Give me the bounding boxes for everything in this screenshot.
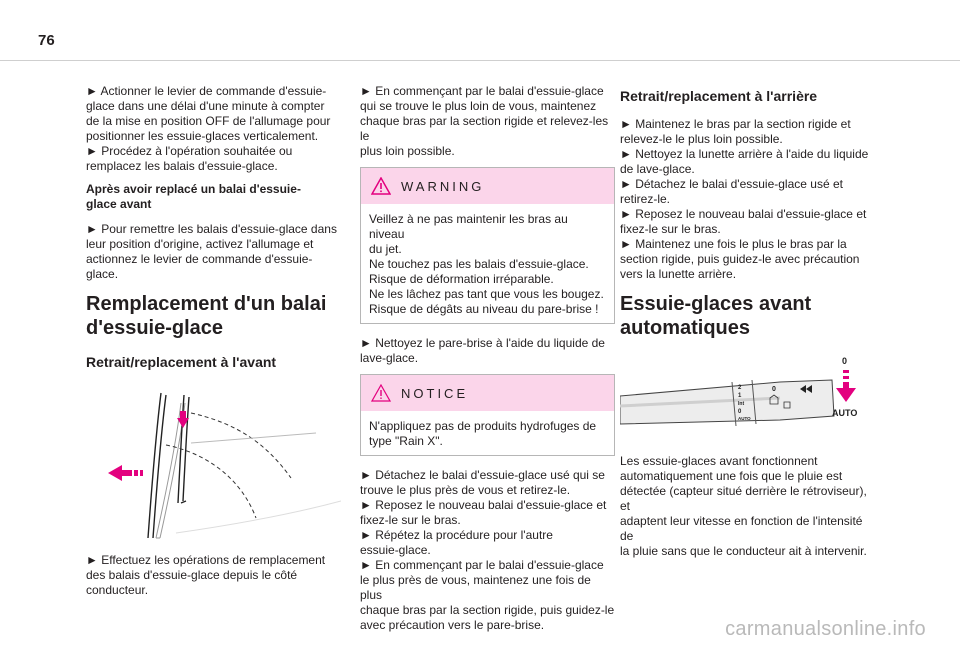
text-line: ► Détachez le balai d'essuie-glace usé qui se	[360, 468, 605, 482]
text-line: relevez-le le plus loin possible.	[620, 132, 783, 146]
notice-header	[361, 375, 614, 411]
text-line: ► Maintenez le bras par la section rigide et	[620, 117, 851, 131]
text-line: Remplacement d'un balai	[86, 293, 327, 315]
text-line: détectée (capteur situé derrière le rétroviseur), et	[620, 484, 867, 513]
end-paragraph	[360, 468, 615, 633]
text-line: ► En commençant par le balai d'essuie-glace	[360, 84, 604, 98]
text-line: Après avoir replacé un balai d'essuie-	[86, 182, 301, 196]
text-line: des balais d'essuie-glace depuis le côté	[86, 568, 298, 582]
text-line: ► En commençant par le balai d'essuie-glace	[360, 558, 604, 572]
stalk-mark: 1	[738, 393, 742, 399]
text-line: retirez-le.	[620, 192, 671, 206]
text-line: Ne touchez pas les balais d'essuie-glace.	[369, 257, 589, 271]
warning-box	[360, 167, 615, 324]
text-line: plus loin possible.	[360, 144, 455, 158]
text-line: glace avant	[86, 197, 152, 211]
text-line: leur position d'origine, activez l'allumage et	[86, 237, 314, 251]
text-line: ► Procédez à l'opération souhaitée ou	[86, 144, 293, 158]
text-line: ► Pour remettre les balais d'essuie-glace dans	[86, 222, 337, 236]
text-line: section rigide, puis guidez-le avec précaution	[620, 252, 860, 266]
text-line: automatiquement une fois que le pluie est	[620, 469, 843, 483]
warning-title: WARNING	[401, 178, 485, 194]
text-line: ► Effectuez les opérations de remplacement	[86, 553, 326, 567]
text-line: fixez-le sur le bras.	[360, 513, 461, 527]
text-line: qui se trouve le plus loin de vous, maintenez	[360, 99, 597, 113]
warning-triangle-icon	[371, 177, 391, 195]
text-line: ► Nettoyez le pare-brise à l'aide du liquide de	[360, 336, 605, 350]
after-paragraph	[86, 222, 341, 282]
column-left	[86, 84, 341, 606]
text-line: ► Actionner le levier de commande d'essuie-	[86, 84, 327, 98]
stalk-mark: AUTO	[738, 416, 751, 421]
text-line: automatiques	[620, 317, 751, 339]
text-line: conducteur.	[86, 583, 149, 597]
text-line: ► Reposez le nouveau balai d'essuie-glace et	[360, 498, 607, 512]
text-line: d'essuie-glace	[86, 317, 224, 339]
stalk-mark: Int	[738, 401, 745, 407]
stalk-mark: 2	[738, 385, 742, 391]
automatic-paragraph	[620, 454, 875, 559]
text-line: remplacez les balais d'essuie-glace.	[86, 159, 278, 173]
notice-body	[361, 411, 614, 455]
rear-paragraph	[620, 117, 875, 282]
caption-paragraph	[86, 553, 341, 598]
text-line: ► Reposez le nouveau balai d'essuie-glace et	[620, 207, 867, 221]
text-line: Risque de dégâts au niveau du pare-brise !	[369, 302, 599, 316]
text-line: Ne les lâchez pas tant que vous les bougez.	[369, 287, 604, 301]
text-line: type "Rain X".	[369, 434, 443, 448]
text-line: chaque bras par la section rigide, puis guidez-le	[360, 603, 615, 617]
front-wiper-illustration	[86, 383, 341, 543]
header-divider	[0, 60, 960, 61]
text-line: positionner les essuie-glaces verticalement.	[86, 129, 319, 143]
text-line: Les essuie-glaces avant fonctionnent	[620, 454, 818, 468]
text-line: vers la lunette arrière.	[620, 267, 737, 281]
mid-paragraph	[360, 336, 615, 366]
stalk-bottom-label: AUTO	[832, 408, 858, 418]
subheading-after-replacing	[86, 182, 341, 212]
text-line: le plus près de vous, maintenez une fois de plus	[360, 573, 591, 602]
down-arrow-icon	[836, 370, 856, 402]
text-line: glace dans une délai d'une minute à compter	[86, 99, 325, 113]
notice-triangle-icon	[371, 384, 391, 402]
column-right	[620, 84, 875, 567]
notice-title: NOTICE	[401, 385, 469, 401]
text-line: de lave-glace.	[620, 162, 695, 176]
text-line: trouve le plus près de vous et retirez-le.	[360, 483, 571, 497]
text-line: ► Répétez la procédure pour l'autre	[360, 528, 553, 542]
text-line: lave-glace.	[360, 351, 419, 365]
section-heading-automatic	[620, 292, 875, 340]
text-line: essuie-glace.	[360, 543, 431, 557]
column-middle	[360, 84, 615, 641]
intro-paragraph	[86, 84, 341, 174]
text-line: ► Nettoyez la lunette arrière à l'aide du liquide	[620, 147, 869, 161]
subheading-front: Retrait/replacement à l'avant	[86, 354, 277, 370]
text-line: Risque de déformation irréparable.	[369, 272, 554, 286]
text-line: avec précaution vers le pare-brise.	[360, 618, 545, 632]
stalk-ring-label: 0	[772, 386, 776, 393]
stalk-top-label: 0	[842, 356, 848, 366]
stalk-mark: 0	[738, 409, 742, 415]
wiper-stalk-illustration	[620, 354, 875, 442]
text-line: Veillez à ne pas maintenir les bras au niveau	[369, 212, 568, 241]
intro-paragraph	[360, 84, 615, 159]
text-line: Essuie-glaces avant	[620, 293, 812, 315]
text-line: ► Maintenez une fois le plus le bras par la	[620, 237, 847, 251]
text-line: actionnez le levier de commande d'essuie-glace.	[86, 252, 313, 281]
text-line: chaque bras par la section rigide et relevez-les le	[360, 114, 609, 143]
warning-header	[361, 168, 614, 204]
text-line: N'appliquez pas de produits hydrofuges de	[369, 419, 597, 433]
watermark: carmanualsonline.info	[725, 618, 926, 640]
warning-body	[361, 204, 614, 323]
notice-box	[360, 374, 615, 456]
text-line: ► Détachez le balai d'essuie-glace usé et	[620, 177, 843, 191]
text-line: du jet.	[369, 242, 402, 256]
section-heading-replacement	[86, 292, 341, 340]
text-line: adaptent leur vitesse en fonction de l'intensité de	[620, 514, 863, 543]
page-number: 76	[38, 32, 55, 49]
text-line: fixez-le sur le bras.	[620, 222, 721, 236]
text-line: la pluie sans que le conducteur ait à intervenir.	[620, 544, 867, 558]
text-line: de la mise en position OFF de l'allumage pour	[86, 114, 331, 128]
subheading-rear: Retrait/replacement à l'arrière	[620, 88, 818, 104]
